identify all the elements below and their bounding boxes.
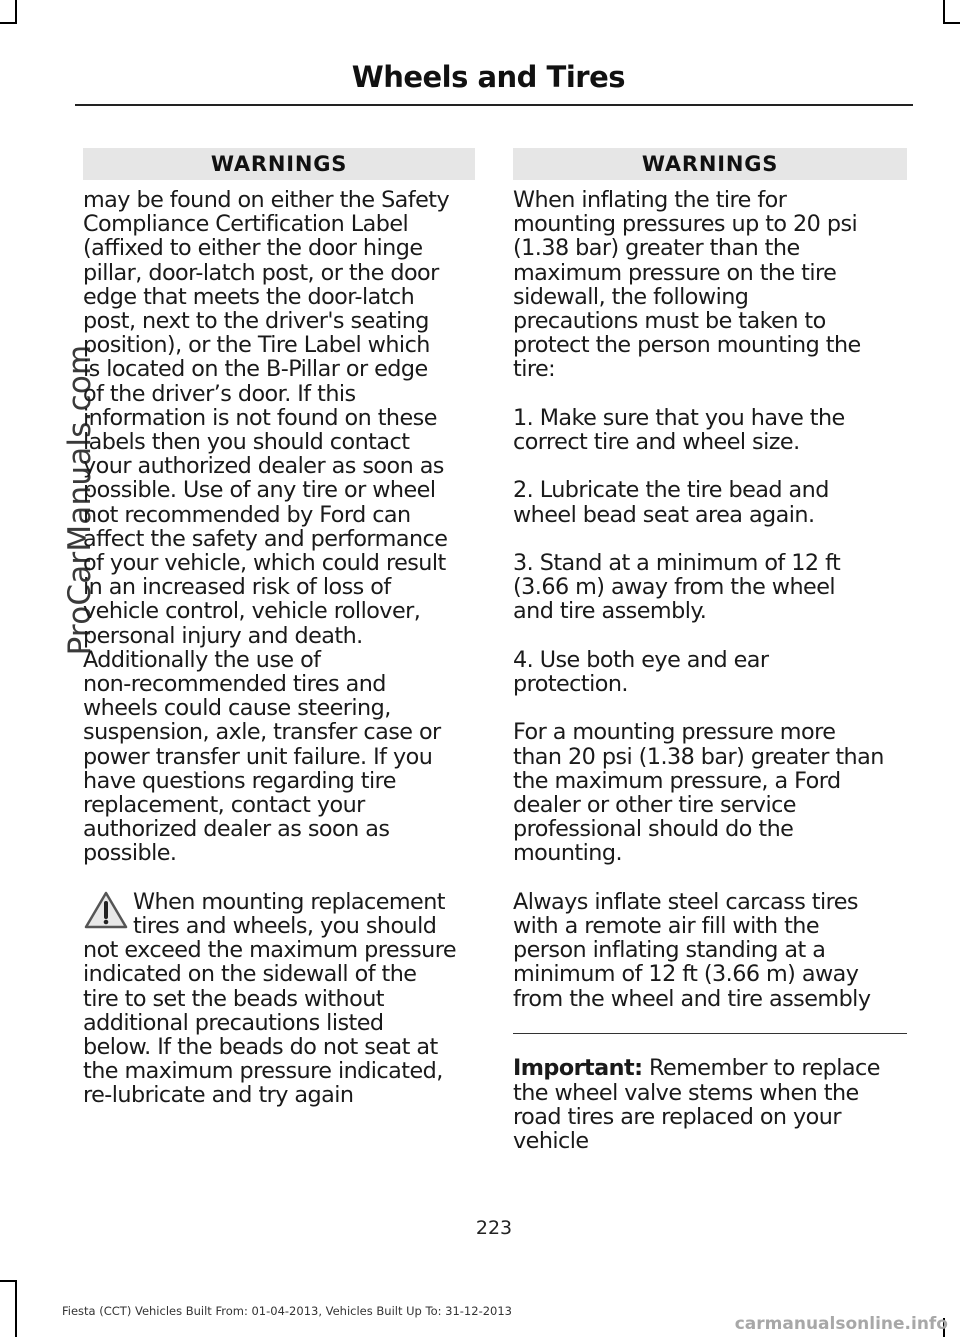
right-column xyxy=(513,148,907,1153)
side-watermark xyxy=(0,0,98,1337)
warning-paragraph: may be found on either the Safety Compliance Certification Label (affixed to either the door hinge pillar, door-latch post, or the door edge that meets the door-latch post, next to the driver's seating position), or the Tire Label which is located on the B-Pillar or edge of the driver’s door. If this information is not found on these labels then you should contact your authorized dealer as soon as possible. Use of any tire or wheel not recommended by Ford can affect the safety and performance of your vehicle, which could result in an increased risk of loss of vehicle control, vehicle rollover, personal injury and death. Additionally the use of non-recommended tires and wheels could cause steering, suspension, axle, transfer case or power transfer unit failure. If you have questions regarding tire replacement, contact your authorized dealer as soon as possible. xyxy=(83,187,450,867)
step-item: 4. Use both eye and ear protection. xyxy=(513,646,769,697)
crop-mark xyxy=(943,0,945,24)
inflate-paragraph: Always inflate steel carcass tires with a remote air fill with the person inflating standing at a minimum of 12 ft (3.66 m) away from the wheel and tire assembly xyxy=(513,888,871,1012)
step-item: 3. Stand at a minimum of 12 ft (3.66 m) away from the wheel and tire assembly. xyxy=(513,550,841,625)
crop-mark xyxy=(943,22,960,24)
step-item: 1. Make sure that you have the correct tire and wheel size. xyxy=(513,404,845,456)
mounting-paragraph: For a mounting pressure more than 20 psi (1.38 bar) greater than the maximum pressure, a Ford dealer or other tire service professional should do the mounting. xyxy=(513,719,884,867)
page-number: 223 xyxy=(475,1217,513,1239)
important-label: Important: xyxy=(513,1055,643,1082)
warnings-heading: WARNINGS xyxy=(83,148,475,180)
footer-vehicle-info: Fiesta (CCT) Vehicles Built From: 01-04-2013, Vehicles Built Up To: 31-12-2013 xyxy=(62,1304,512,1318)
warning-text: When mounting replacement tires and wheels, you should not exceed the maximum pressure indicated on the sidewall of the tire to set the beads without additional precautions listed below. If the beads do not seat at the maximum pressure indicated, re-lubricate and try again xyxy=(83,888,457,1109)
inflating-intro: When inflating the tire for mounting pressures up to 20 psi (1.38 bar) greater than the maximum pressure on the tire sidewall, the following precautions must be taken to protect the person mounting the tire: xyxy=(513,187,861,383)
important-note xyxy=(513,1056,907,1153)
left-column xyxy=(83,148,475,1108)
page-title: Wheels and Tires xyxy=(351,60,625,94)
step-item: 2. Lubricate the tire bead and wheel bead seat area again. xyxy=(513,477,829,528)
side-watermark-text: ProCarManuals.com xyxy=(62,344,98,656)
header-rule xyxy=(75,104,913,106)
warning-triangle-icon xyxy=(83,890,129,930)
warning-block xyxy=(83,890,475,1108)
footer-site-watermark: carmanualsonline.info xyxy=(734,1314,948,1334)
section-divider xyxy=(513,1033,907,1035)
important-text: Remember to replace the wheel valve stems when the road tires are replaced on your vehicle xyxy=(513,1055,880,1154)
warnings-heading: WARNINGS xyxy=(513,148,907,180)
